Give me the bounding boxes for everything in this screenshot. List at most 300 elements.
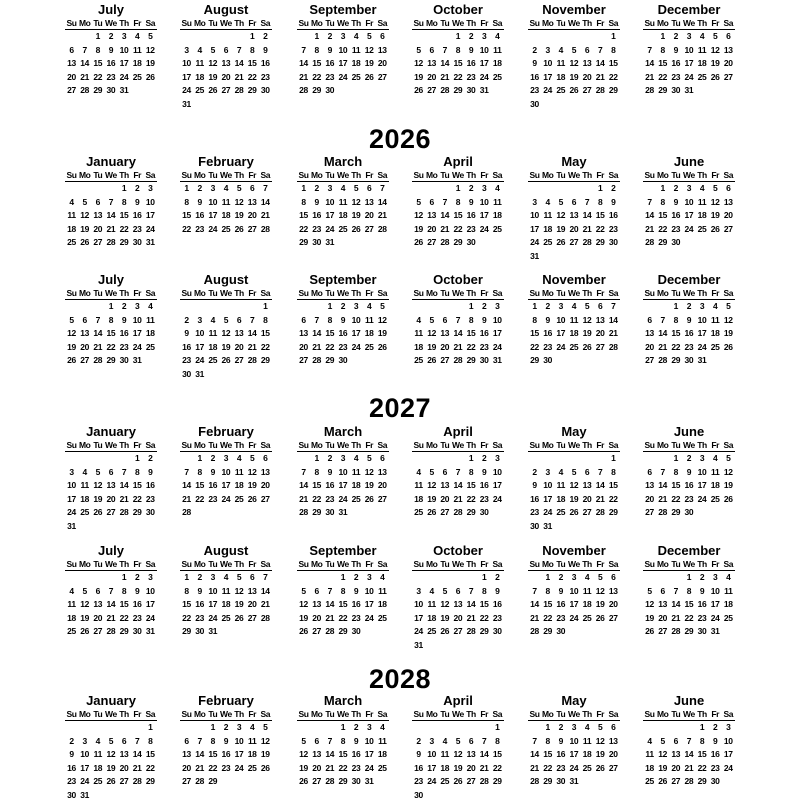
day-cell: 25 (336, 223, 349, 237)
day-cell: 5 (425, 466, 438, 480)
day-cell (78, 520, 91, 534)
day-cell: 16 (350, 748, 363, 762)
day-cell: 25 (643, 775, 656, 789)
weekday-label: Sa (376, 169, 389, 181)
week-row (180, 368, 272, 382)
week-row (643, 44, 735, 58)
day-cell: 9 (412, 748, 425, 762)
day-cell (643, 182, 656, 196)
day-cell: 16 (554, 598, 567, 612)
day-cell: 30 (412, 789, 425, 802)
day-cell: 25 (65, 236, 78, 250)
week-row (180, 341, 272, 355)
weekday-label: Sa (607, 287, 620, 299)
weekday-header (528, 17, 620, 30)
week-row (528, 341, 620, 355)
day-cell: 24 (696, 341, 709, 355)
day-cell: 22 (193, 493, 206, 507)
day-cell: 3 (206, 571, 219, 585)
weekday-label: Fr (363, 17, 376, 29)
weekday-label: Tu (554, 708, 567, 720)
weekday-label: Tu (554, 169, 567, 181)
day-cell: 1 (323, 300, 336, 314)
day-cell: 17 (696, 327, 709, 341)
day-cell: 9 (682, 466, 695, 480)
day-cell (65, 182, 78, 196)
day-cell: 3 (709, 571, 722, 585)
day-cell: 21 (104, 612, 117, 626)
day-cell: 21 (376, 209, 389, 223)
day-cell (206, 368, 219, 382)
weekday-label: Th (465, 169, 478, 181)
year-heading-2028: 2028 (0, 664, 800, 694)
day-cell: 4 (233, 452, 246, 466)
day-cell (709, 236, 722, 250)
weekday-label: Tu (554, 287, 567, 299)
week-row (180, 612, 272, 626)
week-row (180, 506, 272, 520)
day-cell: 20 (722, 57, 735, 71)
day-cell: 23 (144, 493, 157, 507)
day-cell: 9 (350, 585, 363, 599)
day-cell (412, 30, 425, 44)
day-cell: 13 (78, 327, 91, 341)
day-cell: 15 (193, 479, 206, 493)
day-cell (554, 354, 567, 368)
day-cell: 13 (259, 466, 272, 480)
day-cell: 30 (478, 506, 491, 520)
month-block (180, 3, 272, 111)
day-cell: 22 (451, 223, 464, 237)
day-cell: 16 (465, 209, 478, 223)
week-row (412, 721, 504, 735)
day-cell: 17 (336, 57, 349, 71)
week-row (65, 44, 157, 58)
day-cell: 15 (336, 748, 349, 762)
day-cell (696, 236, 709, 250)
weekday-label: Th (465, 287, 478, 299)
day-cell: 25 (581, 762, 594, 776)
day-cell: 22 (696, 762, 709, 776)
day-cell: 23 (219, 762, 232, 776)
day-cell: 3 (412, 585, 425, 599)
week-row (180, 209, 272, 223)
weekday-label: Sa (376, 287, 389, 299)
day-cell (425, 571, 438, 585)
day-cell: 20 (567, 223, 580, 237)
day-cell (643, 30, 656, 44)
day-cell: 22 (206, 762, 219, 776)
weekday-label: Tu (669, 439, 682, 451)
day-cell: 24 (219, 493, 232, 507)
day-cell: 11 (696, 44, 709, 58)
week-row (643, 209, 735, 223)
day-cell: 12 (438, 598, 451, 612)
day-cell: 31 (144, 625, 157, 639)
day-cell: 6 (233, 314, 246, 328)
day-cell: 9 (607, 196, 620, 210)
day-cell: 17 (233, 748, 246, 762)
day-cell: 23 (206, 493, 219, 507)
day-cell: 23 (554, 612, 567, 626)
day-cell: 24 (491, 493, 504, 507)
day-cell: 22 (669, 493, 682, 507)
day-cell: 19 (297, 612, 310, 626)
day-cell: 28 (607, 341, 620, 355)
day-cell: 2 (554, 571, 567, 585)
day-cell: 15 (696, 748, 709, 762)
day-cell: 30 (554, 775, 567, 789)
day-cell: 13 (310, 598, 323, 612)
week-row (643, 625, 735, 639)
day-cell: 25 (438, 775, 451, 789)
day-cell: 21 (180, 493, 193, 507)
day-cell: 8 (104, 314, 117, 328)
day-cell (412, 182, 425, 196)
day-cell: 24 (323, 223, 336, 237)
weekday-label: We (336, 169, 349, 181)
weekday-label: Mo (541, 708, 554, 720)
day-cell: 3 (696, 452, 709, 466)
day-cell: 20 (219, 71, 232, 85)
day-cell: 7 (91, 314, 104, 328)
day-cell: 17 (722, 748, 735, 762)
week-row (528, 721, 620, 735)
weekday-label: Fr (709, 287, 722, 299)
day-cell: 27 (310, 625, 323, 639)
month-name: June (643, 155, 735, 169)
week-row (65, 236, 157, 250)
weekday-header (643, 17, 735, 30)
day-cell: 30 (709, 775, 722, 789)
day-cell: 29 (541, 775, 554, 789)
day-cell: 23 (669, 71, 682, 85)
day-cell (219, 506, 232, 520)
day-cell: 11 (91, 748, 104, 762)
day-cell: 4 (219, 182, 232, 196)
day-cell: 27 (567, 236, 580, 250)
day-cell (219, 368, 232, 382)
day-cell: 11 (350, 44, 363, 58)
day-cell: 30 (350, 625, 363, 639)
day-cell: 5 (350, 182, 363, 196)
day-cell: 9 (323, 466, 336, 480)
day-cell: 13 (363, 196, 376, 210)
weekday-label: Tu (91, 287, 104, 299)
day-cell: 28 (594, 506, 607, 520)
day-cell (528, 182, 541, 196)
day-cell (363, 84, 376, 98)
day-cell: 2 (323, 30, 336, 44)
month-block (528, 3, 620, 111)
week-row (643, 84, 735, 98)
weekday-label: Mo (310, 17, 323, 29)
week-row (412, 639, 504, 653)
day-cell: 8 (118, 585, 131, 599)
day-cell: 4 (65, 585, 78, 599)
day-cell: 5 (78, 196, 91, 210)
weekday-label: Th (350, 287, 363, 299)
day-cell: 14 (297, 57, 310, 71)
day-cell: 16 (65, 762, 78, 776)
day-cell: 17 (206, 598, 219, 612)
day-cell: 23 (478, 341, 491, 355)
day-cell (363, 625, 376, 639)
day-cell: 8 (206, 735, 219, 749)
weekday-label: Fr (246, 287, 259, 299)
month-name: February (180, 425, 272, 439)
day-cell: 2 (65, 735, 78, 749)
day-cell: 26 (412, 84, 425, 98)
day-cell: 25 (233, 493, 246, 507)
day-cell: 15 (528, 327, 541, 341)
day-cell: 26 (643, 625, 656, 639)
weekday-label: Th (233, 17, 246, 29)
month-block (180, 544, 272, 639)
day-cell: 6 (438, 314, 451, 328)
day-cell: 19 (554, 223, 567, 237)
day-cell: 29 (118, 236, 131, 250)
day-cell: 3 (233, 721, 246, 735)
week-row (297, 196, 389, 210)
day-cell: 4 (78, 466, 91, 480)
week-row (297, 341, 389, 355)
day-cell: 10 (206, 196, 219, 210)
day-cell (567, 354, 580, 368)
day-cell: 9 (259, 44, 272, 58)
month-name: January (65, 155, 157, 169)
day-cell: 23 (607, 223, 620, 237)
month-name: November (528, 273, 620, 287)
day-cell: 5 (581, 300, 594, 314)
weekday-label: Sa (144, 558, 157, 570)
weekday-label: Su (412, 287, 425, 299)
day-cell: 2 (131, 571, 144, 585)
day-cell (451, 452, 464, 466)
weekday-label: Fr (131, 708, 144, 720)
week-row (643, 341, 735, 355)
day-cell: 26 (104, 775, 117, 789)
weekday-label: Th (350, 169, 363, 181)
day-cell: 3 (491, 300, 504, 314)
day-cell (594, 354, 607, 368)
day-cell: 16 (607, 209, 620, 223)
day-cell: 6 (310, 735, 323, 749)
weekday-header (180, 558, 272, 571)
day-cell: 28 (682, 775, 695, 789)
weekday-label: Su (180, 169, 193, 181)
weekday-label: Sa (144, 708, 157, 720)
day-cell: 17 (323, 209, 336, 223)
day-cell: 12 (363, 466, 376, 480)
day-cell: 13 (669, 748, 682, 762)
week-row (65, 209, 157, 223)
week-row (528, 44, 620, 58)
week-row (297, 223, 389, 237)
day-cell: 19 (206, 71, 219, 85)
day-cell: 21 (643, 71, 656, 85)
day-cell: 8 (310, 44, 323, 58)
day-cell: 29 (696, 775, 709, 789)
day-cell: 7 (643, 196, 656, 210)
day-cell: 25 (696, 71, 709, 85)
day-cell: 23 (465, 71, 478, 85)
day-cell: 4 (219, 571, 232, 585)
day-cell (607, 250, 620, 264)
day-cell: 30 (682, 506, 695, 520)
day-cell (594, 250, 607, 264)
day-cell: 23 (193, 223, 206, 237)
day-cell: 28 (246, 354, 259, 368)
day-cell: 29 (656, 84, 669, 98)
day-cell: 21 (233, 71, 246, 85)
day-cell: 7 (478, 735, 491, 749)
day-cell: 15 (541, 748, 554, 762)
day-cell: 16 (669, 209, 682, 223)
weekday-label: Fr (246, 439, 259, 451)
day-cell: 8 (118, 196, 131, 210)
day-cell (180, 30, 193, 44)
day-cell (425, 300, 438, 314)
day-cell: 18 (65, 612, 78, 626)
week-row (180, 314, 272, 328)
day-cell: 16 (206, 479, 219, 493)
day-cell: 26 (451, 775, 464, 789)
day-cell: 28 (131, 775, 144, 789)
day-cell: 30 (131, 625, 144, 639)
day-cell (131, 520, 144, 534)
day-cell: 4 (144, 300, 157, 314)
day-cell: 23 (682, 493, 695, 507)
day-cell: 16 (259, 57, 272, 71)
day-cell: 2 (336, 300, 349, 314)
day-cell (607, 625, 620, 639)
day-cell: 4 (696, 182, 709, 196)
weekday-label: Mo (310, 558, 323, 570)
day-cell: 5 (451, 735, 464, 749)
day-cell: 15 (594, 209, 607, 223)
day-cell (528, 571, 541, 585)
weekday-label: Mo (78, 287, 91, 299)
weekday-label: Th (350, 558, 363, 570)
weekday-label: Fr (594, 287, 607, 299)
day-cell: 23 (350, 762, 363, 776)
day-cell: 30 (259, 84, 272, 98)
day-cell: 18 (643, 762, 656, 776)
day-cell: 12 (206, 57, 219, 71)
weekday-label: We (104, 558, 117, 570)
day-cell (259, 506, 272, 520)
day-cell: 6 (118, 735, 131, 749)
day-cell: 3 (682, 182, 695, 196)
month-name: December (643, 544, 735, 558)
day-cell: 3 (363, 721, 376, 735)
day-cell: 7 (246, 314, 259, 328)
weekday-label: We (567, 439, 580, 451)
day-cell: 4 (554, 44, 567, 58)
weekday-label: We (567, 708, 580, 720)
weekday-header (412, 17, 504, 30)
day-cell: 17 (350, 327, 363, 341)
weekday-label: We (219, 439, 232, 451)
weekday-label: We (336, 287, 349, 299)
week-row (528, 452, 620, 466)
weekday-header (412, 439, 504, 452)
day-cell: 5 (363, 452, 376, 466)
week-row (412, 71, 504, 85)
day-cell (567, 625, 580, 639)
week-row (65, 762, 157, 776)
day-cell: 21 (478, 762, 491, 776)
day-cell: 11 (219, 585, 232, 599)
day-cell (656, 571, 669, 585)
day-cell: 26 (376, 341, 389, 355)
day-cell: 22 (541, 612, 554, 626)
day-cell: 8 (336, 585, 349, 599)
weekday-label: Th (696, 439, 709, 451)
day-cell: 8 (594, 196, 607, 210)
day-cell: 23 (465, 223, 478, 237)
day-cell: 9 (193, 196, 206, 210)
day-cell: 20 (65, 71, 78, 85)
day-cell: 23 (696, 612, 709, 626)
weekday-header (297, 708, 389, 721)
week-row (528, 84, 620, 98)
weekday-label: Fr (363, 287, 376, 299)
day-cell (310, 721, 323, 735)
day-cell: 20 (451, 612, 464, 626)
weekday-label: Th (118, 708, 131, 720)
day-cell (144, 354, 157, 368)
day-cell: 29 (656, 236, 669, 250)
day-cell: 21 (669, 612, 682, 626)
week-row (180, 98, 272, 112)
day-cell: 3 (696, 300, 709, 314)
day-cell (594, 625, 607, 639)
day-cell (478, 639, 491, 653)
day-cell: 22 (144, 762, 157, 776)
day-cell: 28 (259, 223, 272, 237)
weekday-label: We (219, 287, 232, 299)
day-cell: 10 (425, 748, 438, 762)
day-cell: 4 (709, 452, 722, 466)
day-cell: 21 (656, 341, 669, 355)
week-row (528, 223, 620, 237)
day-cell: 9 (350, 735, 363, 749)
week-row (412, 775, 504, 789)
day-cell: 3 (336, 30, 349, 44)
day-cell: 25 (412, 354, 425, 368)
day-cell: 29 (594, 236, 607, 250)
week-row (528, 612, 620, 626)
day-cell (363, 506, 376, 520)
weekday-header (643, 169, 735, 182)
day-cell: 12 (594, 585, 607, 599)
day-cell: 17 (118, 57, 131, 71)
day-cell (297, 721, 310, 735)
week-row (65, 196, 157, 210)
day-cell: 16 (465, 57, 478, 71)
month-name: May (528, 155, 620, 169)
week-row (180, 300, 272, 314)
day-cell: 16 (180, 341, 193, 355)
day-cell: 6 (91, 585, 104, 599)
day-cell (297, 571, 310, 585)
day-cell: 11 (709, 466, 722, 480)
day-cell: 19 (412, 223, 425, 237)
day-cell: 6 (246, 571, 259, 585)
day-cell (438, 300, 451, 314)
